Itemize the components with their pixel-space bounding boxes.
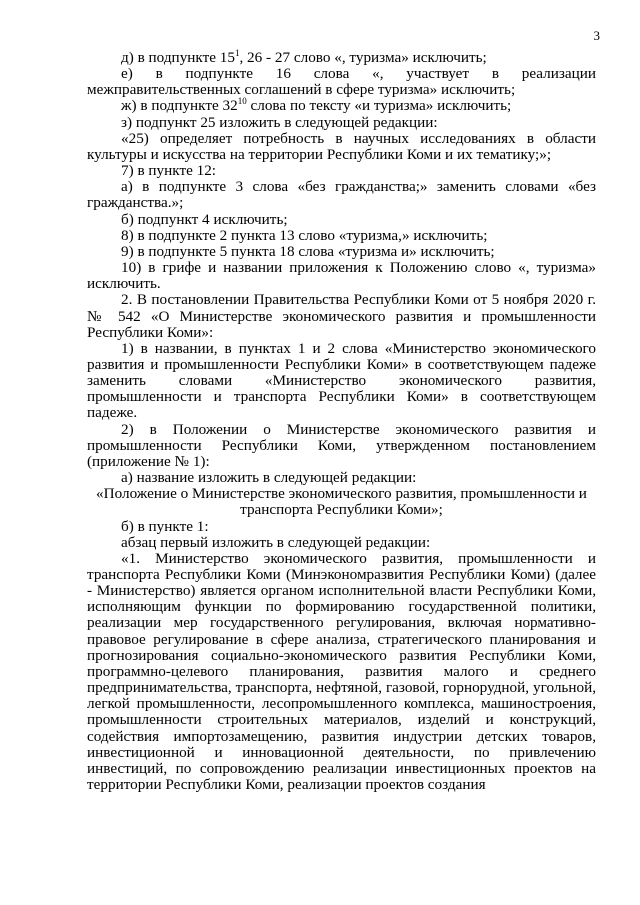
- paragraph-d: д) в подпункте $15^1$, 26 - 27 слово «, туризма» исключить;: [121, 47, 487, 66]
- paragraph-new-title: «Положение о Министерстве экономического развития, промышленности и транспорта Республики Коми»;: [96, 485, 587, 519]
- paragraph-7a: а) в подпункте 3 слова «без гражданства;» заменить словами «без гражданства.»;: [87, 178, 596, 212]
- paragraph-section-2: 2. В постановлении Правительства Республики Коми от 5 ноября 2020 г. № 542 «О Министерстве экономического развития и промышленности Республики Коми»:: [87, 291, 596, 341]
- paragraph-zh: ж) в подпункте $32^{10}$ слова по тексту «и туризма» исключить;: [121, 96, 512, 115]
- paragraph-9: 9) в подпункте 5 пункта 18 слова «туризма и» исключить;: [121, 242, 495, 260]
- paragraph-2-2a: а) название изложить в следующей редакции:: [121, 469, 417, 487]
- paragraph-7: 7) в пункте 12:: [121, 162, 217, 180]
- paragraph-e: е) в подпункте 16 слова «, участвует в реализации межправительственных соглашений в сфере туризма» исключить;: [87, 65, 596, 99]
- paragraph-abzac: абзац первый изложить в следующей редакции:: [121, 533, 431, 551]
- paragraph-7b: б) подпункт 4 исключить;: [121, 210, 288, 228]
- paragraph-z: з) подпункт 25 изложить в следующей редакции:: [121, 113, 438, 131]
- paragraph-quote-1: «1. Министерство экономического развития, промышленности и транспорта Республики Коми (Минэкономразвития Республики Коми) (далее - Министерство) является органом исполнительной власти Республики Коми, исполняющим функции по формированию государственной политики, реализации мер государственного регулирования, включая нормативно-правовое регулирование в сфере анализа, стратегического планирования и прогнозирования социально-экономического развития Республики Коми, программно-целевого планирования, развития малого и среднего предпринимательства, транспорта, нефтяной, газовой, горнорудной, угольной, легкой промышленности, лесопромышленного комплекса, машиностроения, промышленности строительных материалов, изделий и конструкций, содействия импортозамещению, развития индустрии детских товаров, инвестиционной и инновационной деятельности, по привлечению инвестиций, по сопровождению реализации инвестиционных проектов на территории Республики Коми, реализации проектов создания: [87, 549, 596, 794]
- paragraph-8: 8) в подпункте 2 пункта 13 слово «туризма,» исключить;: [121, 226, 488, 244]
- page-number: 3: [593, 28, 600, 43]
- paragraph-2-1: 1) в названии, в пунктах 1 и 2 слова «Министерство экономического развития и промышленности Республики Коми» в соответствующем падеже заменить словами «Министерство экономического развития, промышленности и транспорта Республики Коми» в соответствующем падеже.: [87, 339, 596, 422]
- paragraph-2-2: 2) в Положении о Министерстве экономического развития и промышленности Республики Коми, утвержденном постановлением (приложение № 1):: [87, 420, 596, 470]
- superscript: 1: [234, 47, 240, 58]
- paragraph-2-2b: б) в пункте 1:: [121, 517, 209, 535]
- paragraph-quote-25: «25) определяет потребность в научных исследованиях в области культуры и искусства на территории Республики Коми и их тематику;»;: [87, 129, 596, 163]
- superscript: 10: [237, 96, 247, 107]
- paragraph-10: 10) в грифе и названии приложения к Положению слово «, туризма» исключить.: [87, 259, 596, 293]
